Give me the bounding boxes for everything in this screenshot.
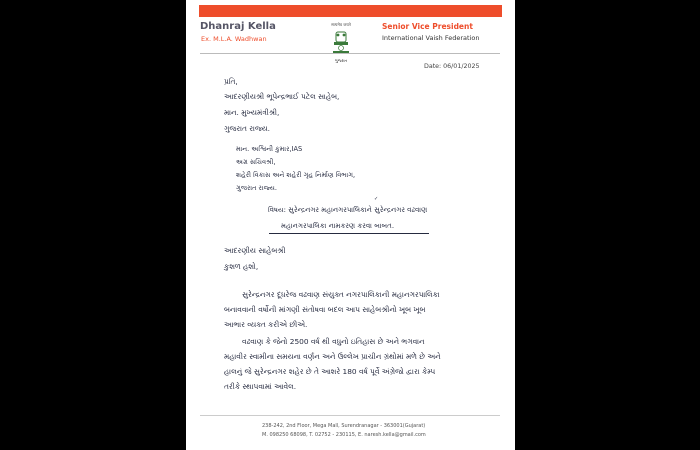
- header-accent-bar: [199, 5, 502, 17]
- subject-line-2: મહાનગરપાલિકા નામકરણ કરવા બાબત.: [281, 222, 395, 230]
- letter-date: Date: 06/01/2025: [424, 63, 480, 70]
- body-para-2-line-3: હાલનું જે સુરેન્દ્રનગર શહેર છે તે આશરે 180 વર્ષ પૂર્વે અંગ્રેજો દ્વારા કેમ્પ: [224, 367, 436, 376]
- subject-line-1: વિષય: સુરેન્દ્રનગર મહાનગરપાલિકાને સુરેન્દ્રનગર વઢવાણ: [268, 206, 428, 214]
- subject-underline: [269, 233, 429, 234]
- state-emblem-icon: [326, 22, 356, 66]
- body-para-1-line-2: બનાવવાની વર્ષોની માંગણી સંતોષવા બદલ આપ સાહેબશ્રીનો ખૂબ ખૂબ: [224, 305, 426, 314]
- footer-contact: M. 098250 68098, T. 02752 - 230115, E. naresh.kella@gmail.com: [262, 432, 426, 438]
- recipient-line-6: શહેરી વિકાસ અને શહેરી ગૃહ નિર્માણ વિભાગ,: [236, 171, 356, 179]
- recipient-line-4: માન. અશ્વિની કુમાર,IAS: [236, 145, 303, 153]
- header-divider: [200, 53, 500, 54]
- body-para-2-line-2: મહાવીર સ્વામીના સમયના વર્ણન અને ઉલ્લેખ પ્રાચીન ગ્રંથોમાં મળે છે અને: [224, 352, 441, 361]
- emblem-caption: ગુજરાત: [334, 58, 348, 63]
- sender-name: Dhanraj Kella: [200, 21, 276, 32]
- body-para-2-line-1: વઢવાણ કે જેનો 2500 વર્ષ થી વધુનો ઇતિહાસ છે અને ભગવાન: [242, 337, 425, 346]
- body-para-1-line-3: આભાર વ્યક્ત કરીએ છીએ.: [224, 320, 308, 329]
- recipient-line-3: ગુજરાત રાજ્ય.: [224, 124, 270, 133]
- recipient-line-2: માન. મુખ્યમંત્રીશ્રી,: [224, 108, 280, 117]
- emblem-motto: सत्यमेव जयते: [331, 22, 351, 27]
- recipient-line-7: ગુજરાત રાજ્ય.: [236, 184, 278, 192]
- footer-address: 238-242, 2nd Floor, Mega Mall, Surendranagar - 363001(Gujarat): [262, 423, 426, 429]
- letter-page: [186, 0, 515, 450]
- recipient-line-1: આદરણીયશ્રી ભૂપેન્દ્રભાઈ પટેલ સાહેબ,: [224, 92, 340, 101]
- greeting-line-1: આદરણીય સાહેબશ્રી: [224, 246, 286, 255]
- footer-divider: [200, 415, 500, 416]
- body-para-2-line-4: તરીકે સ્થાપવામાં આવેલ.: [224, 382, 297, 391]
- sender-subtitle: Ex. M.L.A. Wadhwan: [201, 35, 267, 43]
- recipient-prati: પ્રતિ,: [224, 77, 238, 86]
- recipient-line-5: અગ્ર સચિવશ્રી,: [236, 158, 276, 166]
- post-organization: International Vaish Federation: [382, 34, 480, 42]
- body-para-1-line-1: સુરેન્દ્રનગર દૂધરેજ વઢવાણ સંયુક્ત નગરપાલિકાની મહાનગરપાલિકા: [242, 290, 440, 299]
- tick-mark-icon: ✓: [374, 196, 379, 202]
- post-title: Senior Vice President: [382, 22, 473, 31]
- greeting-line-2: કુશળ હશો,: [224, 262, 259, 271]
